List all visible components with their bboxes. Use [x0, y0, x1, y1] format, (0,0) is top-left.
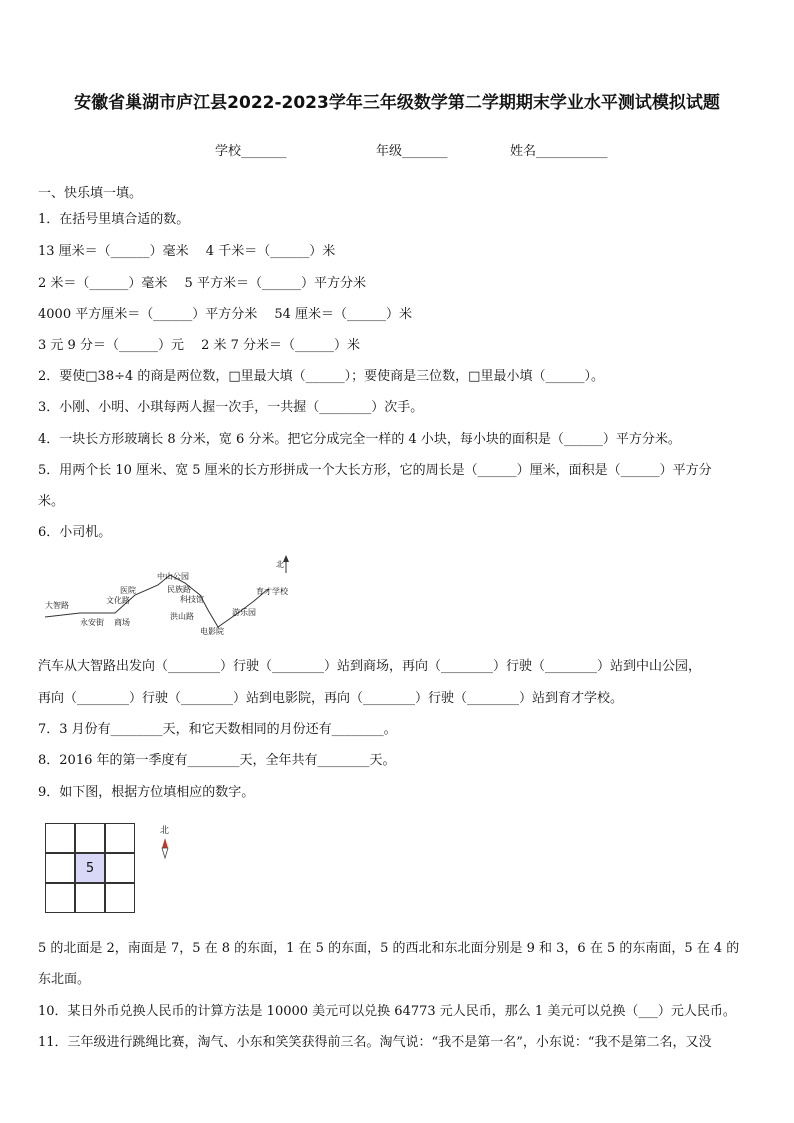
map-label-hospital: 医院 [120, 586, 136, 595]
question-line: 东北面。 [38, 972, 91, 987]
grade-field: 年级_______ [376, 144, 448, 159]
map-label-science: 科技馆 [180, 595, 204, 604]
section-heading: 一、快乐填一填。 [38, 186, 143, 201]
map-label-dazhi: 大智路 [45, 601, 69, 610]
question-line: 7．3 月份有________天，和它天数相同的月份还有________。 [38, 722, 397, 737]
question-line: 11．三年级进行跳绳比赛，淘气、小东和笑笑获得前三名。淘气说：“我不是第一名”，小东说：“我不是第二名，又没 [38, 1035, 712, 1050]
grid-center-cell: 5 [75, 853, 105, 883]
question-line: 4000 平方厘米＝（______）平方分米 54 厘米＝（______）米 [38, 307, 413, 322]
question-line: 6．小司机。 [38, 525, 112, 540]
question-line: 2 米＝（______）毫米 5 平方米＝（______）平方分米 [38, 276, 366, 291]
grid-cell [105, 823, 135, 853]
question-line: 再向（________）行驶（________）站到电影院，再向（________）行驶（________）站到育才学校。 [38, 691, 624, 706]
question-line: 5 的北面是 2，南面是 7，5 在 8 的东面，1 在 5 的东面，5 的西北和东北面分别是 9 和 3，6 在 5 的东南面，5 在 4 的 [38, 941, 740, 956]
grid-cell [105, 883, 135, 913]
map-label-school: 育才学校 [256, 587, 288, 596]
grid-cell [105, 853, 135, 883]
question-line: 4．一块长方形玻璃长 8 分米，宽 6 分米。把它分成完全一样的 4 小块，每小块的面积是（______）平方分米。 [38, 432, 681, 447]
north-label: 北 [160, 826, 170, 836]
grid-cell [45, 883, 75, 913]
question-line: 1．在括号里填合适的数。 [38, 212, 190, 227]
route-map [40, 555, 310, 640]
grid-cell [45, 823, 75, 853]
north-label: 北 [276, 560, 284, 569]
map-label-yongan: 永安街 [80, 618, 104, 627]
map-label-mall: 商场 [114, 618, 130, 627]
question-line: 9．如下图，根据方位填相应的数字。 [38, 785, 255, 800]
map-label-cinema: 电影院 [200, 627, 224, 636]
map-label-zhongshan: 中山公园 [157, 572, 189, 581]
compass [158, 823, 178, 923]
map-label-minzu: 民族路 [167, 585, 191, 594]
compass-arrow-icon [158, 836, 178, 876]
map-label-hongshan: 洪山路 [170, 612, 194, 621]
question-line: 3．小刚、小明、小琪每两人握一次手，一共握（________）次手。 [38, 400, 424, 415]
page-title: 安徽省巢湖市庐江县2022-2023学年三年级数学第二学期期末学业水平测试模拟试题 [74, 93, 720, 113]
map-label-park: 游乐园 [232, 608, 256, 617]
grid-cell [75, 823, 105, 853]
school-field: 学校_______ [215, 144, 287, 159]
question-line: 汽车从大智路出发向（________）行驶（________）站到商场，再向（________）行驶（________）站到中山公园， [38, 659, 702, 674]
grid-cell [45, 853, 75, 883]
question-line: 2．要使□38÷4 的商是两位数，□里最大填（______）；要使商是三位数，□里最小填（______）。 [38, 369, 604, 384]
question-line: 3 元 9 分＝（______）元 2 米 7 分米＝（______）米 [38, 338, 361, 353]
direction-grid [45, 823, 135, 913]
name-field: 姓名___________ [510, 144, 608, 159]
question-line: 13 厘米＝（______）毫米 4 千米＝（______）米 [38, 244, 336, 259]
grid-cell [75, 883, 105, 913]
question-line: 米。 [38, 494, 65, 509]
question-line: 5．用两个长 10 厘米、宽 5 厘米的长方形拼成一个大长方形，它的周长是（______）厘米，面积是（______）平方分 [38, 463, 712, 478]
question-line: 8．2016 年的第一季度有________天，全年共有________天。 [38, 753, 396, 768]
map-label-wenhua: 文化路 [106, 596, 130, 605]
question-line: 10．某日外币兑换人民币的计算方法是 10000 美元可以兑换 64773 元人民币，那么 1 美元可以兑换（___）元人民币。 [38, 1004, 736, 1019]
